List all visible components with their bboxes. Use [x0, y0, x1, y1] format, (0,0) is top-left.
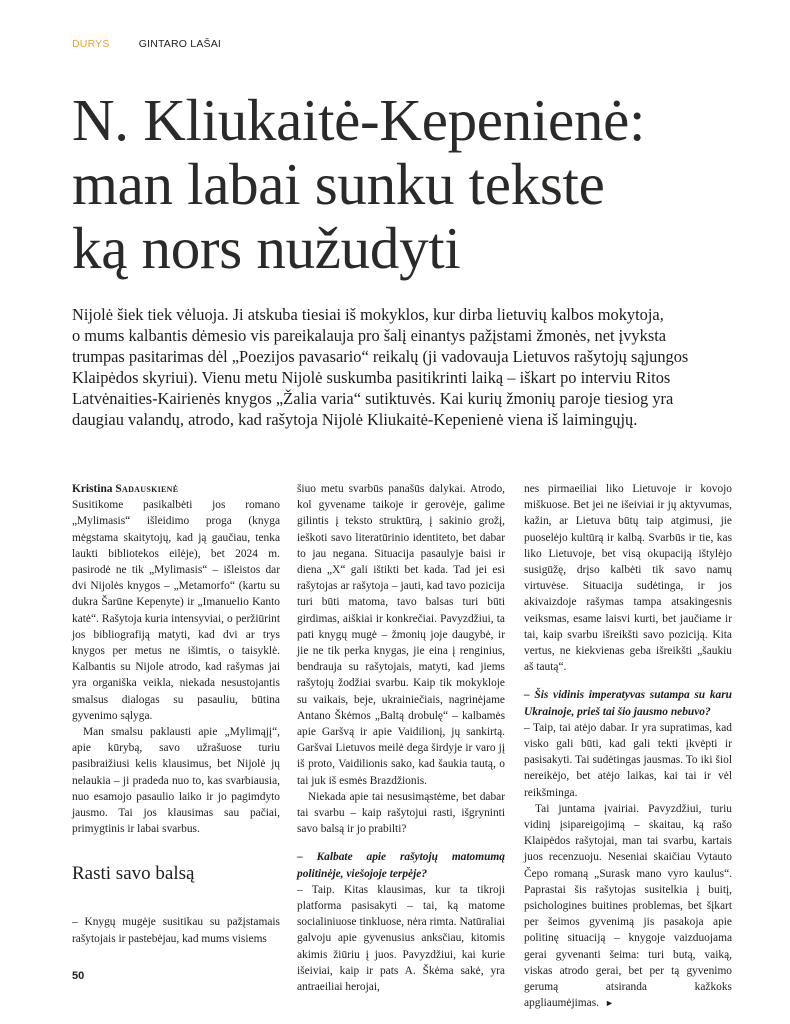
- running-header: [72, 38, 221, 50]
- title-line: ką nors nužudyti: [72, 215, 461, 281]
- subheading: Rasti savo balsą: [72, 863, 195, 885]
- article-title: [72, 88, 762, 280]
- author-last-name: Sadauskienė: [115, 483, 179, 495]
- rubric-label: GINTARO LAŠAI: [138, 38, 222, 50]
- paragraph: Susitikome pasikalbėti jos romano „Mylimasis“ išleidimo proga (knyga mėgstama skaitytojų, kad ją gaučiau, tenka laukti bibliotekos eilėje), bet 2024 m. pasirodė ne tik „Mylimasis“ – išleistos dar dvi Nijolės knygos – „Metamorfo“ (kartu su dukra Šarūne Kepenyte) ir „Imanuelio Kanto katė“. Rašytoja kuria intensyviai, o peržiūrint jos bibliografiją matyti, kad dvi ar trys knygos per metus ne išimtis, o taisyklė. Kalbantis su Nijole atrodo, kad rašymas jai yra organiška veikla, niekada nesustojantis smalsus dialogas su pasauliu, būtina gyvenimo sąlyga.: [72, 499, 280, 722]
- paragraph: – Taip, tai atėjo dabar. Ir yra supratimas, kad visko gali būti, kad gali tekti įkvėpti ir pasisakyti. Tai sudėtingas jausmas. To iki šiol nereikėjo, bet atėjo laikas, kai tai ir vėl reikšminga.: [524, 721, 732, 799]
- interview-question: – Šis vidinis imperatyvas sutampa su karu Ukrainoje, prieš tai šio jausmo nebuvo?: [524, 689, 732, 718]
- continue-arrow-icon: ►: [604, 998, 614, 1009]
- interview-question: – Kalbate apie rašytojų matomumą politinėje, viešojoje terpėje?: [297, 851, 505, 880]
- paragraph-text: Tai juntama įvairiai. Pavyzdžiui, turiu vidinį įsipareigojimą – skaitau, ką rašo Klaipėdos rašytojai, man tai svarbu, kartais juos recenzuoju. Neseniai skaičiau Vytauto Čepo romaną „Surask mano vyro kaulus“. Paprastai šis rašytojas susitelkia į buitį, psichologines buitines problemas, bet šįkart per šeimos gyvenimą jis pasakoja apie politinę situaciją – knygoje vaizduojama gerai gyvenanti šeima: turi butą, vaiką, viskas atrodo gerai, bet per tą gyvenimo gerumą atsiranda kažkoks apgliaumėjimas.: [524, 802, 732, 1010]
- paragraph: Man smalsu paklausti apie „Mylimąjį“, apie kūrybą, savo užrašuose turiu pasibraižiusi kelis klausimus, bet Nijolė jų nelaukia – ji pradeda nuo to, kas svarbiausia, nuo esamojo pasaulio laiko ir jo pagimdyto jausmo. Tai jos klausimas sau pačiai, primygtinis ir labai svarbus.: [72, 726, 280, 836]
- paragraph: šiuo metu svarbūs panašūs dalykai. Atrodo, kol gyvename taikoje ir gerovėje, galime gilintis į teksto struktūrą, į sakinio grožį, ieškoti savo literatūrinio identiteto, bet dabar to jau negana. Situacija pasaulyje baisi ir diena „X“ gali ištikti bet kada. Tad jei esi rašytojas ar rašytoja – jauti, kad tavo pozicija turi būti matoma, tavo balsas turi būti girdimas, aiškiai ir konkrečiai. Pavyzdžiui, ta pati knygų mugė – žmonių joje daugybė, ir jie ne tik perka knygas, jie eina į renginius, bendrauja su rašytojais, matyti, kad jiems rašytojų žodžiai svarbu. Kaip tik mokykloje su vaikais, beje, ukrainiečiais, nagrinėjame Antano Škėmos „Baltą drobulę“ – kalbamės apie Garšvą ir apie Vaidilionį, jų sankirtą. Garšvai Lietuvos meilė dega širdyje ir varo jį iš proto, Vaidilionis sako, kad šaukia tautą, o tai juk iš esmės Brazdžionis.: [297, 483, 505, 787]
- paragraph-last: [524, 801, 732, 1012]
- paragraph: – Knygų mugėje susitikau su pažįstamais rašytojais ir pastebėjau, kad mums visiems: [72, 916, 280, 945]
- section-label: DURYS: [72, 38, 110, 50]
- lead-line: daugiau valandų, atrodo, kad rašytoja Nijolė Kliukaitė-Kepenienė viena iš laimingųjų.: [72, 410, 638, 429]
- page-number: 50: [72, 970, 85, 982]
- title-line: man labai sunku tekste: [72, 151, 605, 217]
- paragraph: nes pirmaeiliai liko Lietuvoje ir kovojo miškuose. Bet jei ne išeiviai ir jų aktyvumas, kažin, ar Lietuva būtų taip atgimusi, jie puoselėjo kultūrą ir kalbą. Svarbūs ir tie, kas liko Lietuvoje, bet visą okupaciją ištylėjo susigūžę, drįso kalbėti tik savo namų virtuvėse. Situacija sudėtinga, ir jos akivaizdoje rašymas tampa atsakingesnis veiksmas, esame laisvi kurti, bet jaučiame ir tai, kaip svarbu išreikšti savo poziciją. Kita vertus, ne kiekvienas geba išreikšti „šaukiu aš tautą“.: [524, 483, 732, 674]
- lead-line: trumpas pasitarimas dėl „Poezijos pavasario“ reikalų (ji vadovauja Lietuvos rašytojų sąjungos: [72, 347, 689, 366]
- title-line: N. Kliukaitė-Kepenienė:: [72, 87, 646, 153]
- paragraph: – Taip. Kitas klausimas, kur ta tikroji platforma pasisakyti – tai, ką matome socialiniuose tinkluose, nėra rimta. Natūraliai galvoju apie gyvenusius anksčiau, kitomis akimis žiūriu į juos. Pavyzdžiui, kai kurie išeiviai, kaip ir pats A. Škėma sakė, yra antraeiliai herojai,: [297, 883, 505, 994]
- lead-line: Latvėnaities-Kairienės knygos „Žalia varia“ sutiktuvės. Kai kurių žmonių paroje tiesiog yra: [72, 389, 674, 408]
- lead-line: o mums kalbantis dėmesio vis pareikalauja pro šalį einantys pažįstami žmonės, net įvyksta: [72, 326, 667, 345]
- article-lead: [72, 304, 762, 430]
- author-first-name: Kristina: [72, 483, 113, 495]
- text-column-1: [72, 481, 280, 947]
- lead-line: Klaipėdos skyriui). Vienu metu Nijolė suskumba pasitikrinti laiką – iškart po interviu Ritos: [72, 368, 671, 387]
- text-column-2: [297, 481, 505, 995]
- lead-line: Nijolė šiek tiek vėluoja. Ji atskuba tiesiai iš mokyklos, kur dirba lietuvių kalbos mokytoja,: [72, 305, 664, 324]
- paragraph: Niekada apie tai nesusimąstėme, bet dabar tai svarbu – kaip rašytojui rasti, išgryninti savo balsą ir jo prabilti?: [297, 790, 505, 836]
- text-column-3: [524, 481, 732, 1012]
- author-byline: [72, 481, 280, 497]
